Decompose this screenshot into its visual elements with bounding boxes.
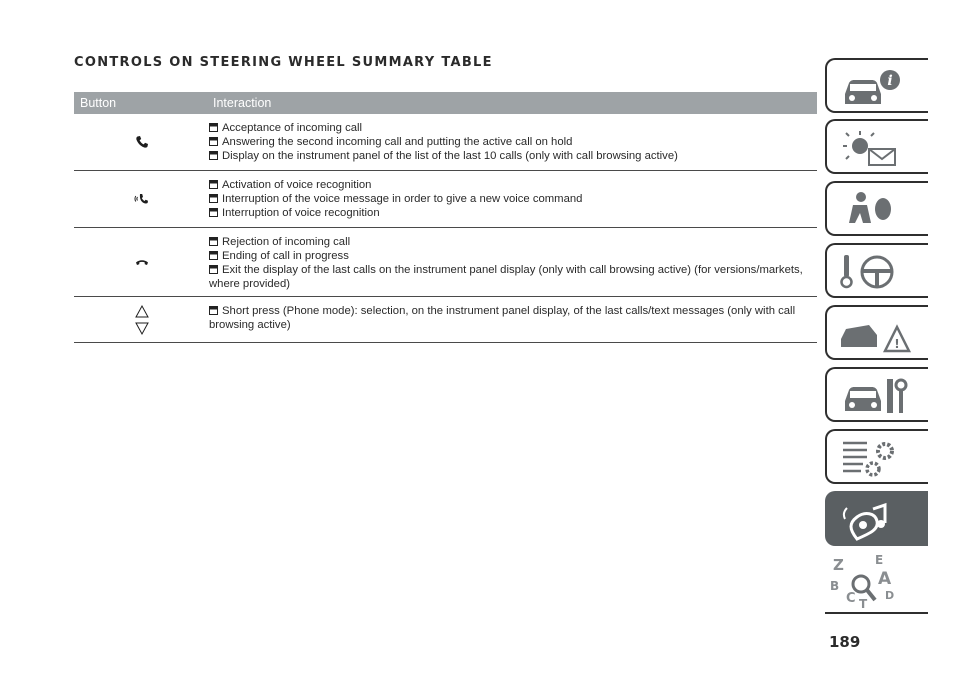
bullet-icon — [209, 180, 218, 189]
technical-data-gear-icon[interactable] — [825, 429, 928, 484]
svg-text:B: B — [830, 579, 840, 593]
list-item: Answering the second incoming call and putting the active call on hold — [209, 135, 809, 149]
bullet-icon — [209, 237, 218, 246]
interaction-cell — [209, 297, 817, 342]
svg-text:A: A — [878, 569, 892, 589]
list-item: Rejection of incoming call — [209, 235, 809, 249]
svg-text:T: T — [859, 597, 868, 611]
phone-pickup-icon — [74, 114, 209, 170]
bullet-icon — [209, 194, 218, 203]
table-row — [74, 228, 817, 297]
list-item: Activation of voice recognition — [209, 178, 809, 192]
warning-lights-messages-icon[interactable] — [825, 119, 928, 174]
bullet-icon — [209, 265, 218, 274]
list-item: Exit the display of the last calls on the instrument panel display (only with call browsing active) (for versions/markets, where provided) — [209, 264, 803, 290]
bullet-icon — [209, 151, 218, 160]
car-info-icon[interactable] — [825, 58, 928, 113]
table-header — [74, 92, 817, 114]
voice-recognition-icon — [74, 171, 209, 227]
table-row — [74, 114, 817, 171]
multimedia-music-icon[interactable] — [825, 491, 928, 546]
list-item: Display on the instrument panel of the list of the last 10 calls (only with call browsing active) — [209, 149, 809, 163]
table-row — [74, 297, 817, 343]
header-interaction: Interaction — [213, 96, 272, 110]
interaction-cell — [209, 228, 817, 296]
svg-text:C: C — [846, 591, 856, 606]
list-item: Interruption of the voice message in order to give a new voice command — [209, 192, 809, 206]
car-maintenance-icon[interactable] — [825, 367, 928, 422]
safety-airbag-icon[interactable] — [825, 181, 928, 236]
svg-text:!: ! — [894, 337, 900, 351]
list-item: Ending of call in progress — [209, 249, 809, 263]
list-item: Interruption of voice recognition — [209, 206, 809, 220]
bullet-icon — [209, 208, 218, 217]
list-item: Short press (Phone mode): selection, on the instrument panel display, of the last calls/text messages (only with call browsing active) — [209, 305, 796, 331]
bullet-icon — [209, 251, 218, 260]
svg-text:Z: Z — [833, 556, 844, 574]
svg-text:D: D — [885, 589, 895, 602]
bullet-icon — [209, 306, 218, 315]
interaction-cell — [209, 171, 817, 227]
emergency-car-icon[interactable] — [825, 305, 928, 360]
bullet-icon — [209, 123, 218, 132]
up-down-arrows-icon — [74, 297, 209, 342]
page-title: CONTROLS ON STEERING WHEEL SUMMARY TABLE — [74, 55, 493, 70]
header-button: Button — [80, 96, 117, 110]
interaction-cell — [209, 114, 817, 170]
table-row — [74, 171, 817, 228]
phone-hangup-icon — [74, 228, 209, 296]
key-steering-wheel-icon[interactable] — [825, 243, 928, 298]
svg-text:i: i — [887, 73, 893, 89]
bullet-icon — [209, 137, 218, 146]
svg-text:E: E — [875, 553, 884, 567]
summary-table — [74, 92, 817, 343]
alphabetical-index-icon[interactable] — [825, 550, 928, 614]
page-number: 189 — [829, 633, 861, 651]
list-item: Acceptance of incoming call — [209, 121, 809, 135]
